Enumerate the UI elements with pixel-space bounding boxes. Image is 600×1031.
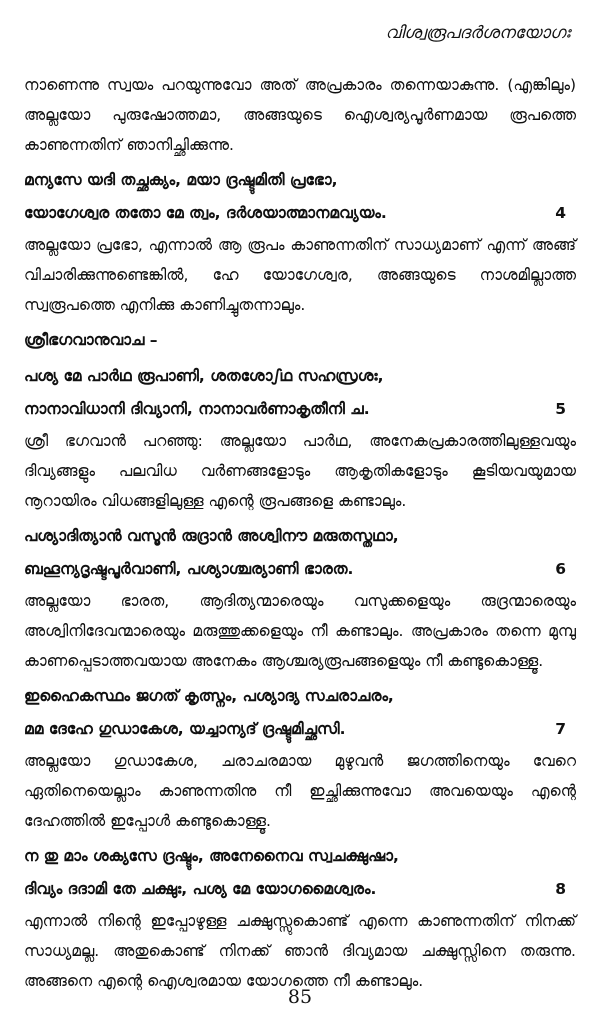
- verse-4-line-2: [24, 197, 576, 230]
- verse-7-line-2: [24, 713, 576, 746]
- verse-6-number: 6: [555, 560, 566, 578]
- verse-4-number: 4: [555, 204, 566, 222]
- verse-5-number: 5: [555, 400, 566, 418]
- verse-7-line-1: ഇഹൈകസ്ഥം ജഗത് കൃത്സ്നം, പശ്യാദ്യ സചരാചരം,: [24, 687, 394, 705]
- speaker-heading: ശ്രീഭഗവാനുവാച –: [24, 331, 158, 349]
- verse-8-line-1: ന തു മാം ശക്യസേ ദ്രഷ്ടും, അനേനൈവ സ്വചക്ഷുഷാ,: [24, 847, 399, 865]
- verse-8-meaning: എന്നാൽ നിന്റെ ഇപ്പോഴുള്ള ചക്ഷുസ്സുകൊണ്ട് എന്നെ കാണുന്നതിന് നിനക്ക് സാധ്യമല്ല. അതുകൊണ്ട് നിനക്ക് ഞാൻ ദിവ്യമായ ചക്ഷുസ്സിനെ തരുന്നു. അങ്ങനെ എന്റെ ഐശ്വരമായ യോഗത്തെ നീ കണ്ടാലും.: [24, 912, 576, 990]
- verse-8-number: 8: [555, 880, 566, 898]
- verse-5-line-2: [24, 393, 576, 426]
- verse-4-line-2-text: യോഗേശ്വര തതോ മേ ത്വം, ദർശയാത്മാനമവ്യയം.: [24, 204, 387, 222]
- verse-8: [24, 840, 576, 996]
- running-header: വിശ്വരൂപദർശനയോഗഃ: [385, 23, 570, 43]
- verse-8-line-2-text: ദിവ്യം ദദാമി തേ ചക്ഷുഃ, പശ്യ മേ യോഗമൈശ്വരം.: [24, 880, 377, 898]
- verse-6-line-2-text: ബഹൂന്യദൃഷ്ടപൂർവാണി, പശ്യാശ്ചര്യാണി ഭാരത.: [24, 560, 354, 578]
- verse-5-line-1: പശ്യ മേ പാർഥ രൂപാണി, ശതശോഽഥ സഹസ്രശഃ,: [24, 367, 384, 385]
- verse-6-line-1: പശ്യാദിത്യാൻ വസൂൻ രുദ്രാൻ അശ്വിനൗ മരുതസ്തഥാ,: [24, 527, 399, 545]
- verse-8-line-2: [24, 873, 576, 906]
- verse-4: [24, 164, 576, 320]
- verse-4-meaning: അല്ലയോ പ്രഭോ, എന്നാൽ ആ രൂപം കാണുന്നതിന് സാധ്യമാണ് എന്ന് അങ്ങ് വിചാരിക്കുന്നുണ്ടെങ്കിൽ, ഹേ യോഗേശ്വര, അങ്ങയുടെ നാശമില്ലാത്ത സ്വരൂപത്തെ എനിക്കു കാണിച്ചുതന്നാലും.: [24, 236, 576, 314]
- verse-7-meaning: അല്ലയോ ഗുഡാകേശ, ചരാചരമായ മുഴുവൻ ജഗത്തിനെയും വേറെ ഏതിനെയെല്ലാം കാണുന്നതിനു നീ ഇച്ഛിക്കുന്നുവോ അവയെയും എന്റെ ദേഹത്തിൽ ഇപ്പോൾ കണ്ടുകൊള്ളൂ.: [24, 752, 576, 830]
- verse-5-line-2-text: നാനാവിധാനി ദിവ്യാനി, നാനാവർണാകൃതീനി ച.: [24, 400, 370, 418]
- verse-7: [24, 680, 576, 836]
- page-number: 85: [287, 986, 313, 1008]
- verse-7-line-2-text: മമ ദേഹേ ഗുഡാകേശ, യച്ചാന്യദ് ദ്രഷ്ടുമിച്ഛസി.: [24, 720, 346, 738]
- intro-paragraph: നാണെന്നു സ്വയം പറയുന്നുവോ അത് അപ്രകാരം തന്നെയാകുന്നു. (എങ്കിലും) അല്ലയോ പുരുഷോത്തമാ, അങ്ങയുടെ ഐശ്വര്യപൂർണമായ രൂപത്തെ കാണുന്നതിന് ഞാനിച്ഛിക്കുന്നു.: [24, 76, 576, 154]
- verse-5-meaning: ശ്രീ ഭഗവാൻ പറഞ്ഞു: അല്ലയോ പാർഥ, അനേകപ്രകാരത്തിലുള്ളവയും ദിവ്യങ്ങളും പലവിധ വർണങ്ങളോടും ആകൃതികളോടും കൂടിയവയുമായ നൂറായിരം വിധങ്ങളിലുള്ള എന്റെ രൂപങ്ങളെ കണ്ടാലും.: [24, 432, 576, 510]
- verse-6-meaning: അല്ലയോ ഭാരത, ആദിത്യന്മാരെയും വസുക്കളെയും രുദ്രന്മാരെയും അശ്വിനിദേവന്മാരെയും മരുത്തുക്കളെയും നീ കണ്ടാലും. അപ്രകാരം തന്നെ മുമ്പു കാണപ്പെടാത്തവയായ അനേകം ആശ്ചര്യരൂപങ്ങളെയും നീ കണ്ടുകൊള്ളൂ.: [24, 592, 576, 670]
- verse-5: [24, 360, 576, 516]
- verse-6-line-2: [24, 553, 576, 586]
- verse-7-number: 7: [555, 720, 566, 738]
- verse-6: [24, 520, 576, 676]
- verse-4-line-1: മന്യസേ യദി തച്ഛക്യം, മയാ ദ്രഷ്ടുമിതി പ്രഭോ,: [24, 171, 338, 189]
